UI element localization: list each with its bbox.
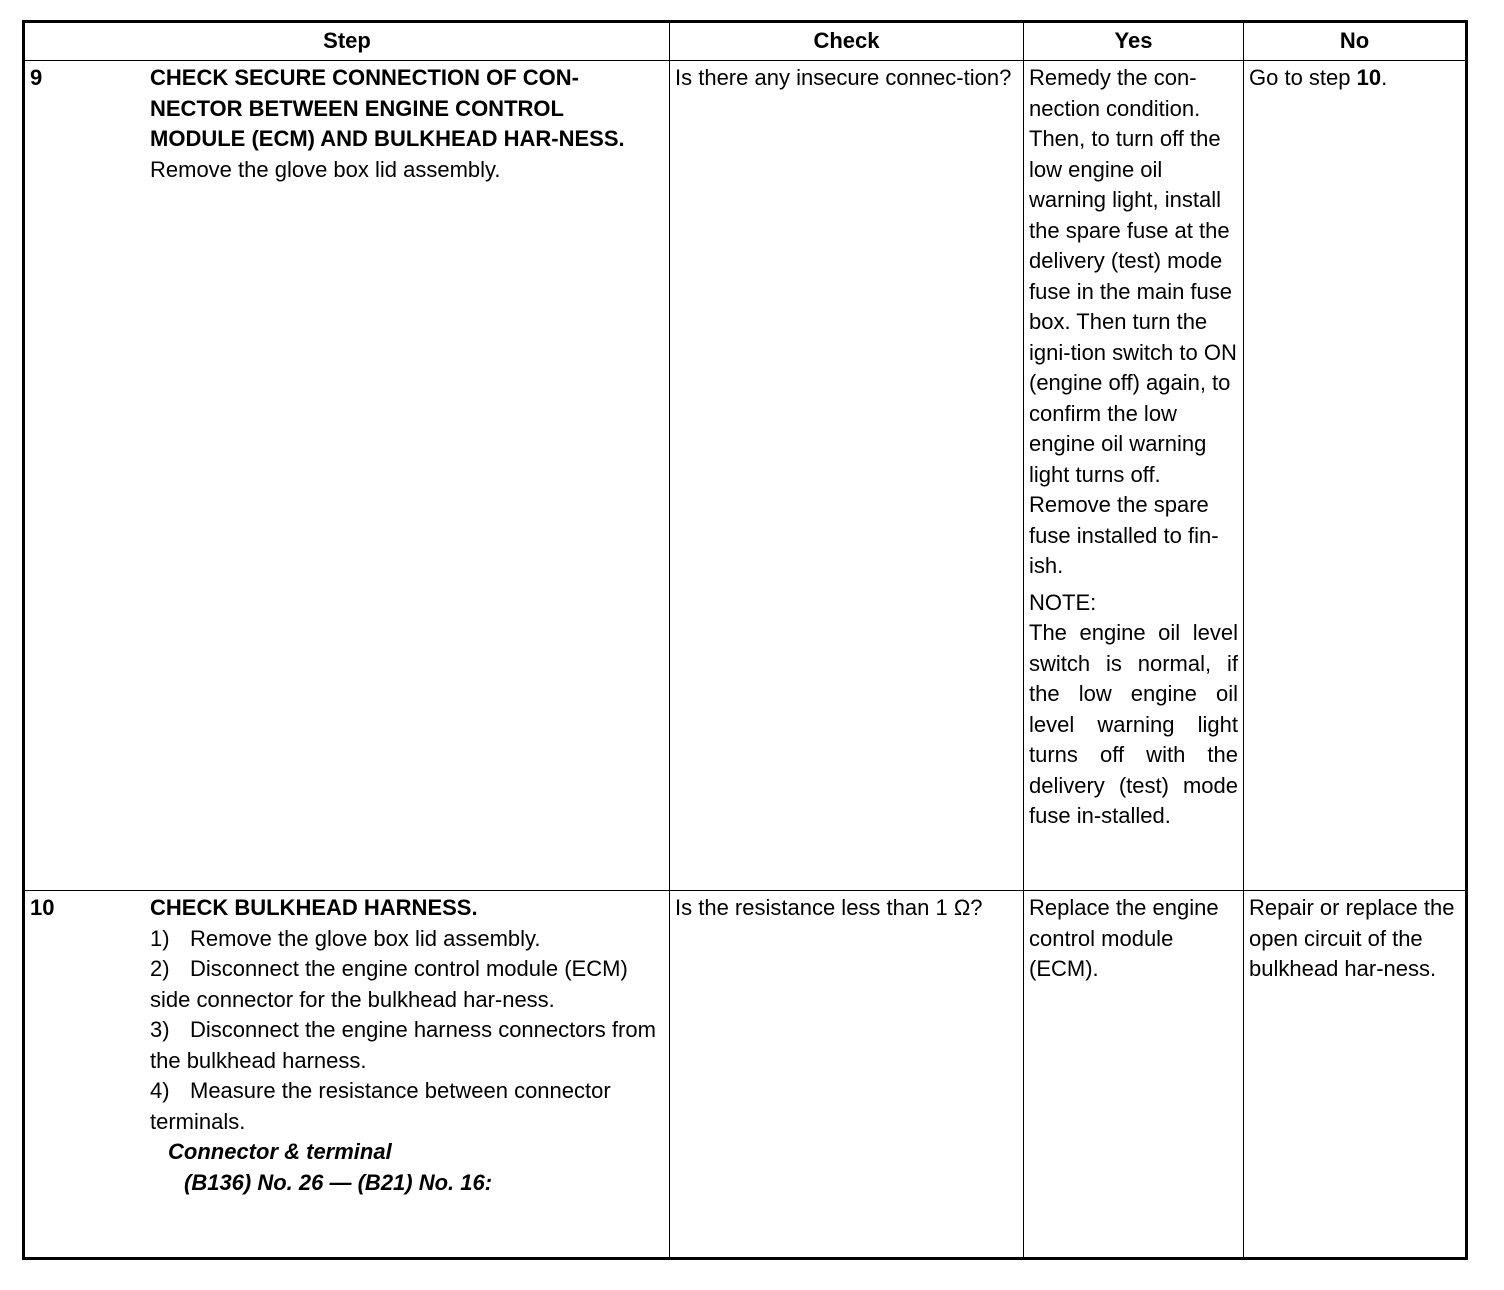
step-cell: [24, 891, 670, 1259]
no-suffix: .: [1381, 65, 1388, 90]
step-number: 10: [30, 895, 55, 920]
no-action: [1249, 63, 1460, 94]
yes-action: Remedy the con-nection condition. Then, to turn off the low engine oil warning light, install the spare fuse at the delivery (test) mode fuse in the main fuse box. Then turn the igni-tion switch to ON (engine off) again, to confirm the low engine oil warning light turns off. Remove the spare fuse installed to fin-ish.: [1029, 65, 1237, 578]
header-check: Check: [670, 22, 1024, 61]
header-step: Step: [24, 22, 670, 61]
note-text: The engine oil level switch is normal, if the low engine oil level warning light turns off with the delivery (test) mode fuse in-stalled.: [1029, 620, 1238, 828]
yes-cell: [1024, 891, 1244, 1259]
check-question: Is there any insecure connec-tion?: [675, 65, 1012, 90]
yes-cell: [1024, 61, 1244, 891]
list-item-text: Measure the resistance between connector terminals.: [150, 1078, 611, 1134]
step-number: 9: [30, 65, 43, 90]
table-row: [24, 61, 1467, 891]
connector-label: Connector & terminal: [168, 1139, 392, 1164]
list-item: [150, 1076, 664, 1137]
header-yes: Yes: [1024, 22, 1244, 61]
header-no: No: [1244, 22, 1467, 61]
no-prefix: Go to step: [1249, 65, 1357, 90]
list-item-text: Remove the glove box lid assembly.: [190, 925, 541, 951]
header-row: [24, 22, 1467, 61]
diagnostic-table: [22, 20, 1468, 1260]
connector-value: (B136) No. 26 — (B21) No. 16:: [184, 1169, 493, 1195]
list-item: [150, 954, 664, 1015]
no-step-ref: 10: [1356, 65, 1382, 90]
check-cell: [670, 61, 1024, 891]
no-action: Repair or replace the open circuit of the bulkhead har-ness.: [1249, 895, 1455, 981]
yes-action: Replace the engine control module (ECM).: [1029, 895, 1219, 981]
list-item-text: Disconnect the engine harness connectors from the bulkhead harness.: [150, 1017, 656, 1073]
no-cell: [1244, 61, 1467, 891]
no-cell: [1244, 891, 1467, 1259]
step-title: CHECK BULKHEAD HARNESS.: [150, 895, 478, 920]
list-item: [150, 924, 664, 955]
list-item-number: 4): [150, 1078, 170, 1103]
note-label: NOTE:: [1029, 589, 1097, 615]
table-row: [24, 891, 1467, 1259]
list-item-number: 1): [150, 925, 170, 951]
list-item-number: 2): [150, 956, 170, 981]
step-cell: [24, 61, 670, 891]
check-question: Is the resistance less than 1 Ω?: [675, 895, 983, 920]
list-item-text: Disconnect the engine control module (ECM) side connector for the bulkhead har-ness.: [150, 956, 628, 1012]
step-title: CHECK SECURE CONNECTION OF CON-NECTOR BETWEEN ENGINE CONTROL MODULE (ECM) AND BULKHEAD HAR-NESS.: [150, 65, 625, 151]
check-cell: [670, 891, 1024, 1259]
list-item: [150, 1015, 664, 1076]
list-item-number: 3): [150, 1017, 170, 1042]
step-instruction: Remove the glove box lid assembly.: [150, 156, 501, 182]
